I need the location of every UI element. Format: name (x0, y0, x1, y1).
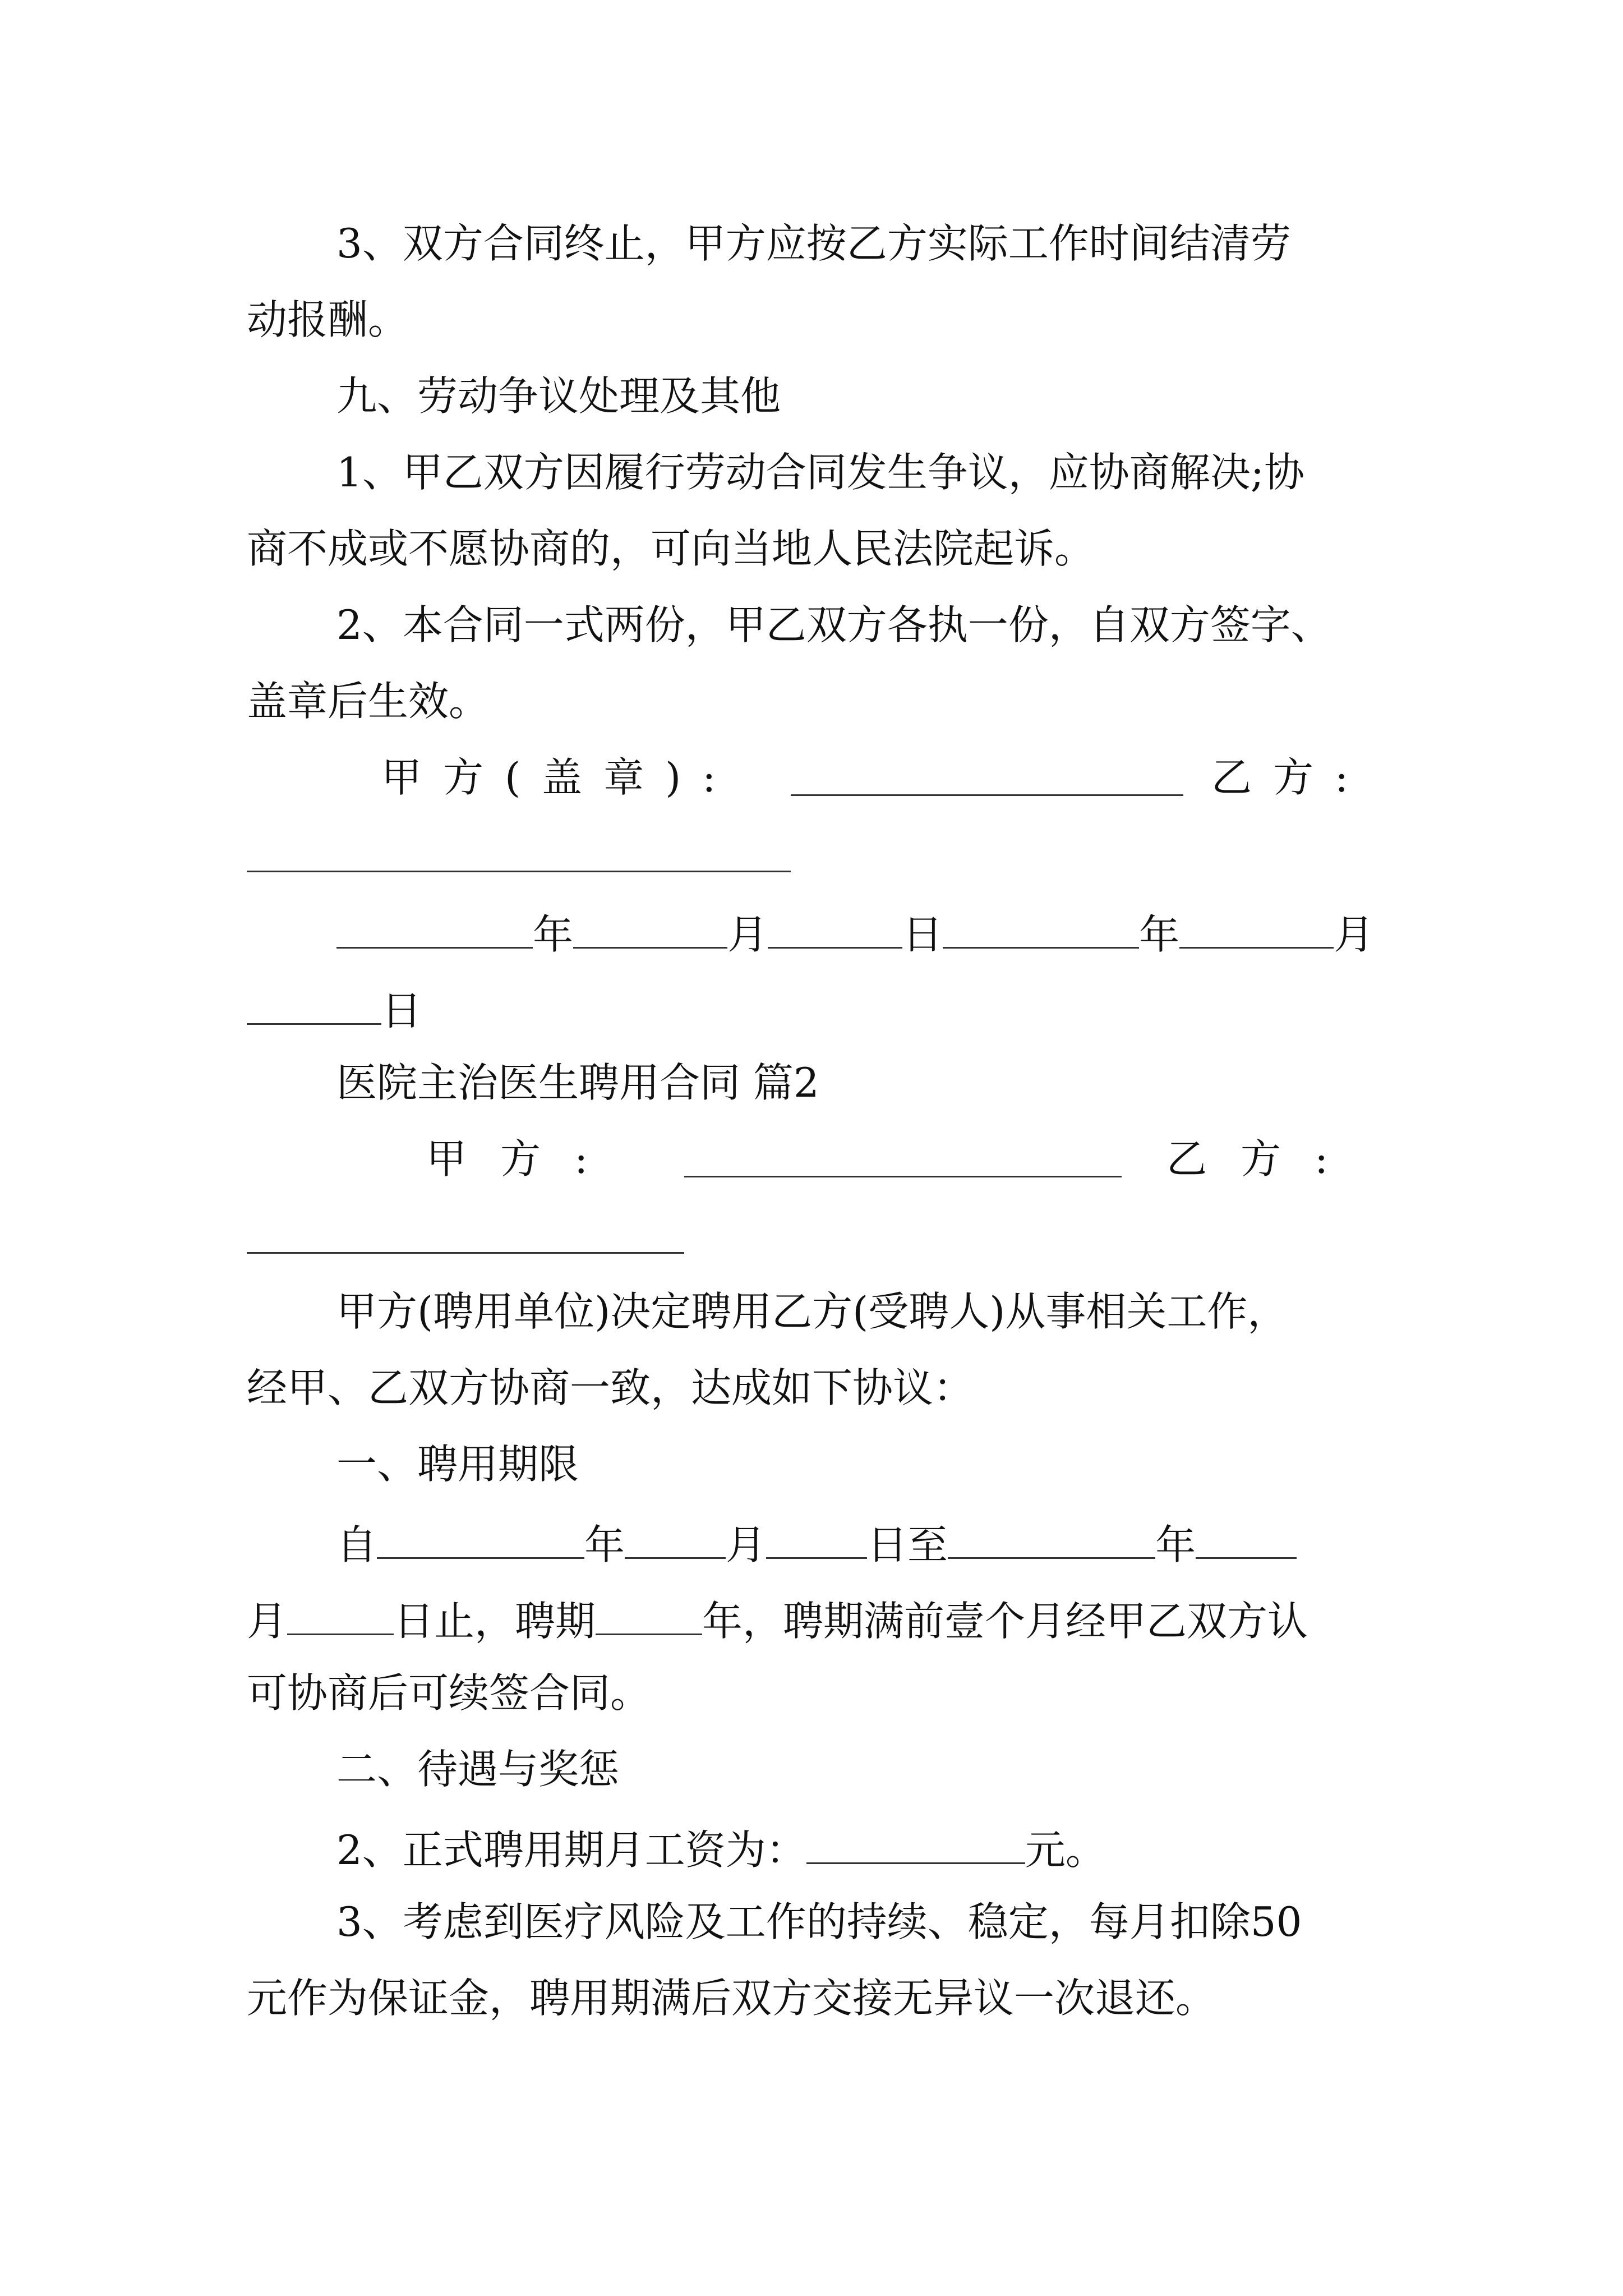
term-blank-years (596, 1596, 702, 1635)
section-heading-one: 一、聘用期限 (336, 1441, 579, 1488)
signature-line-b (247, 834, 791, 872)
date-blank-year-a (336, 910, 533, 949)
signature-blank-b1 (247, 834, 791, 878)
term-day-to: 日至 (867, 1521, 948, 1568)
party-b-label-2: 乙方: (1166, 1135, 1362, 1182)
term-month-start: 月 (726, 1521, 767, 1568)
para-intro-line2: 经甲、乙双方协商一致，达成如下协议： (247, 1364, 974, 1411)
term-row-2 (247, 1596, 1308, 1645)
term-blank-year-end (948, 1520, 1155, 1559)
term-blank-month-end (1196, 1520, 1297, 1559)
date-blank-month-a (573, 910, 727, 949)
salary-blank (806, 1825, 1025, 1864)
para-copies-line1: 2、本合同一式两份，甲乙双方各执一份，自双方签字、 (336, 601, 1331, 648)
para-deposit-line1: 3、考虑到医疗风险及工作的持续、稳定，每月扣除50 (336, 1898, 1302, 1945)
salary-label: 2、正式聘用期月工资为： (336, 1826, 806, 1874)
signature-blank-a2 (684, 1139, 1122, 1184)
party-a-seal-label: 甲方(盖章): (381, 754, 737, 801)
date-row-1-cont (247, 986, 422, 1034)
para-intro-line1: 甲方(聘用单位)决定聘用乙方(受聘人)从事相关工作， (336, 1288, 1288, 1335)
date-month-a: 月 (727, 911, 768, 958)
salary-unit: 元。 (1025, 1826, 1106, 1874)
section-heading-nine: 九、劳动争议处理及其他 (336, 372, 781, 420)
term-blank-day-end (287, 1596, 394, 1635)
date-month-b: 月 (1334, 911, 1375, 958)
term-day-end: 日止，聘期 (394, 1598, 596, 1645)
signature-line-a2 (684, 1139, 1122, 1177)
term-blank-month-start (625, 1520, 726, 1559)
date-blank-year-b (943, 910, 1139, 949)
term-year-start: 年 (584, 1521, 625, 1568)
date-blank-day-b (247, 986, 381, 1025)
date-year-b: 年 (1139, 911, 1180, 958)
party-a-label-2: 甲方: (426, 1135, 622, 1182)
date-day-a: 日 (902, 911, 943, 958)
date-day-b: 日 (381, 987, 422, 1034)
signature-blank-b2 (247, 1215, 684, 1260)
term-row-3: 可协商后可续签合同。 (247, 1669, 651, 1717)
para-deposit-line2: 元作为保证金，聘用期满后双方交接无异议一次退还。 (247, 1975, 1216, 2022)
contract-title-2: 医院主治医生聘用合同 篇2 (336, 1059, 819, 1106)
section-heading-two: 二、待遇与奖惩 (336, 1746, 620, 1793)
term-month-end: 月 (247, 1598, 288, 1645)
para-contract-termination-line1: 3、双方合同终止，甲方应按乙方实际工作时间结清劳 (336, 220, 1291, 267)
date-blank-day-a (768, 910, 902, 949)
term-from: 自 (336, 1521, 377, 1568)
term-row-1 (336, 1520, 1297, 1568)
term-years-text: 年，聘期满前壹个月经甲乙双方认 (702, 1598, 1308, 1645)
term-blank-day-start (766, 1520, 867, 1559)
salary-row (336, 1825, 1106, 1874)
para-copies-line2: 盖章后生效。 (247, 678, 490, 725)
para-dispute-line2: 商不成或不愿协商的，可向当地人民法院起诉。 (247, 525, 1095, 572)
signature-blank-a1 (791, 757, 1183, 802)
term-year-end: 年 (1155, 1521, 1196, 1568)
signature-row-1 (381, 754, 737, 801)
date-year-a: 年 (533, 911, 574, 958)
term-blank-year-start (377, 1520, 584, 1559)
date-blank-month-b (1179, 910, 1334, 949)
signature-line-a (791, 757, 1183, 796)
party-b-label-1: 乙方: (1211, 754, 1370, 801)
date-row-1 (336, 910, 1375, 958)
para-dispute-line1: 1、甲乙双方因履行劳动合同发生争议，应协商解决;协 (336, 449, 1305, 496)
signature-line-b2 (247, 1215, 684, 1254)
para-contract-termination-line2: 动报酬。 (247, 296, 409, 343)
